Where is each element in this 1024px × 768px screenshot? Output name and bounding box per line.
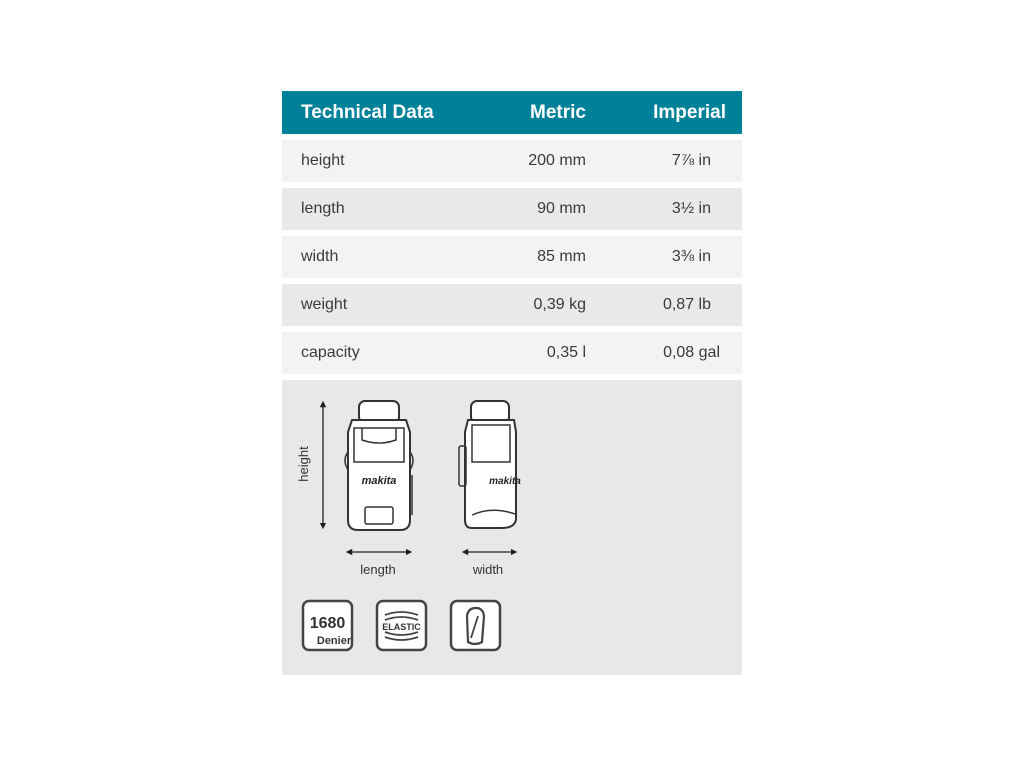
row-metric: 0,35 l [546, 344, 586, 361]
row-label: length [301, 200, 345, 217]
holster-front-view [345, 401, 413, 530]
technical-data-table [282, 91, 742, 675]
table-row-length [282, 188, 742, 230]
row-imperial: 7⅞ in [671, 152, 711, 169]
header-metric: Metric [530, 102, 586, 123]
row-imperial: 0,87 lb [662, 296, 711, 313]
row-metric: 85 mm [537, 248, 586, 265]
row-label: weight [301, 296, 348, 313]
elastic-text: ELASTIC [382, 622, 421, 632]
row-metric: 0,39 kg [533, 296, 586, 313]
elastic-badge-icon [377, 601, 426, 650]
length-dimension-label: length [360, 562, 396, 577]
makita-logo-front: makita [361, 475, 397, 487]
table-header [282, 91, 742, 134]
header-technical-data: Technical Data [301, 102, 434, 123]
makita-logo-side: makita [489, 476, 521, 487]
row-metric: 200 mm [528, 152, 586, 169]
product-dimension-figure [282, 380, 742, 675]
width-dimension-label: width [472, 562, 504, 577]
row-metric: 90 mm [537, 200, 586, 217]
carabiner-badge-icon [451, 601, 500, 650]
denier-badge-icon [303, 601, 352, 650]
row-label: height [301, 152, 345, 169]
denier-text: Denier [316, 635, 352, 647]
product-drawing [282, 380, 742, 675]
height-dimension-label: height [296, 446, 311, 482]
row-imperial: 3½ in [671, 200, 711, 217]
table-row-width [282, 236, 742, 278]
denier-number: 1680 [309, 615, 346, 632]
table-row-weight [282, 284, 742, 326]
row-imperial: 0,08 gal [663, 344, 720, 361]
header-imperial: Imperial [653, 102, 726, 123]
table-row-height [282, 140, 742, 182]
row-label: width [301, 248, 339, 265]
row-imperial: 3⅜ in [671, 248, 711, 265]
holster-side-view [459, 401, 516, 528]
row-label: capacity [301, 344, 360, 361]
table-row-capacity [282, 332, 742, 374]
